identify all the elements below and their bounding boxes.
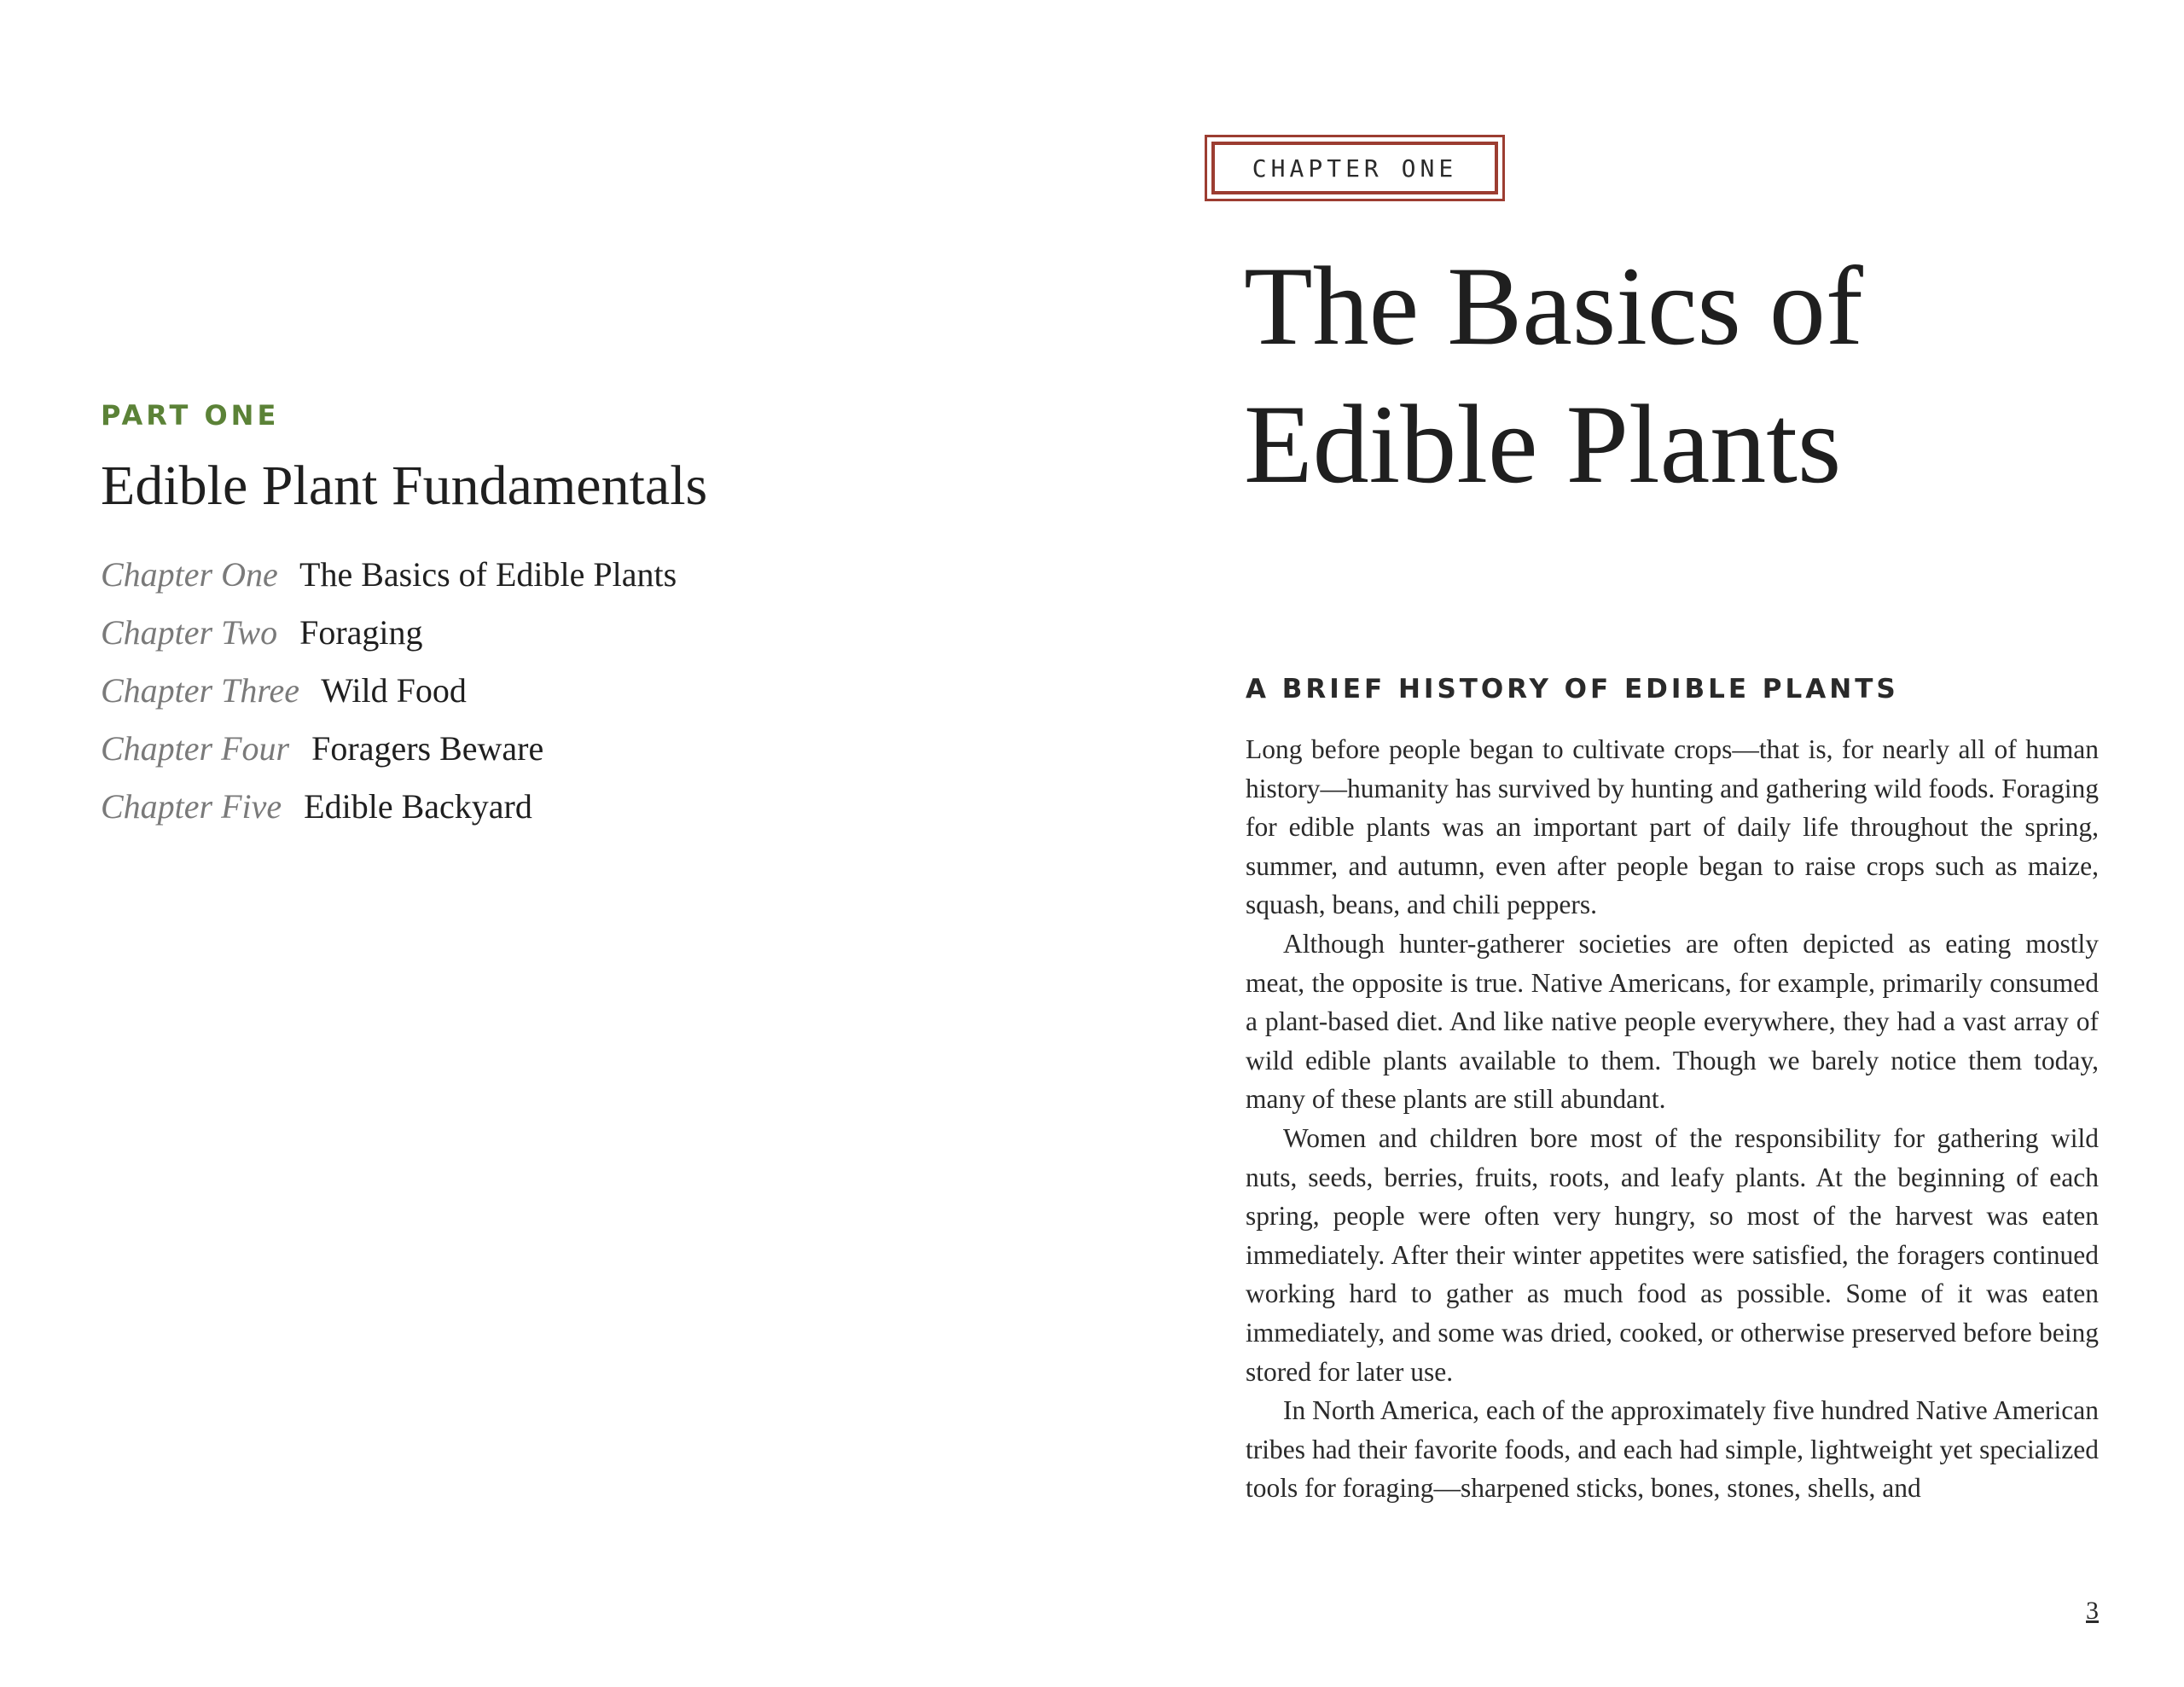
toc-item-chapter-three [101,662,677,720]
paragraph: Long before people began to cultivate crops—that is, for nearly all of human history—humanity has survived by hunting and gathering wild foods. Foraging for edible plants was an important part of daily life throughout the spring, summer, and autumn, even after people began to raise crops such as maize, squash, beans, and chili peppers. [1246,734,2099,920]
chapter-stamp [1205,135,1505,201]
page-number: 3 [2086,1597,2099,1625]
toc-chapter-name: The Basics of Edible Plants [299,555,677,594]
toc-item-chapter-four [101,720,677,778]
part-title: Edible Plant Fundamentals [101,455,708,517]
toc-chapter-label: Chapter Three [101,671,299,710]
right-page [1092,0,2184,1687]
chapter-label: CHAPTER ONE [1211,142,1498,194]
toc-chapter-label: Chapter Five [101,787,282,826]
toc-chapter-name: Wild Food [321,671,467,710]
toc-item-chapter-two [101,604,677,662]
table-of-contents [101,546,677,836]
body-text [1246,730,2099,1508]
toc-item-chapter-five [101,778,677,836]
chapter-title [1244,237,1863,513]
toc-chapter-name: Foraging [299,613,423,652]
paragraph: In North America, each of the approximately five hundred Native American tribes had their favorite foods, and each had simple, lightweight yet specialized tools for foraging—sharpened sticks, bones, stones, shells, and [1246,1395,2100,1504]
toc-chapter-label: Chapter One [101,555,278,594]
toc-chapter-name: Foragers Beware [311,729,544,768]
chapter-title-line-1: The Basics of [1244,243,1863,368]
toc-item-chapter-one [101,546,677,604]
section-heading: A BRIEF HISTORY OF EDIBLE PLANTS [1246,674,1899,704]
toc-chapter-name: Edible Backyard [304,787,532,826]
paragraph: Although hunter-gatherer societies are often depicted as eating mostly meat, the opposite is true. Native Americans, for example, primarily consumed a plant-based diet. And like native people everywhere, they had a vast array of wild edible plants available to them. Though we barely notice them today, many of these plants are still abundant. [1246,928,2099,1115]
toc-chapter-label: Chapter Four [101,729,290,768]
chapter-title-line-2: Edible Plants [1244,381,1842,507]
paragraph: Women and children bore most of the responsibility for gathering wild nuts, seeds, berries, fruits, roots, and leafy plants. At the beginning of each spring, people were often very hungry, so most of the harvest was eaten immediately. After their winter appetites were satisfied, the foragers continued working hard to gather as much food as possible. Some of it was eaten immediately, and some was dried, cooked, or otherwise preserved before being stored for later use. [1246,1122,2099,1387]
part-label: PART ONE [101,399,280,432]
toc-chapter-label: Chapter Two [101,613,278,652]
